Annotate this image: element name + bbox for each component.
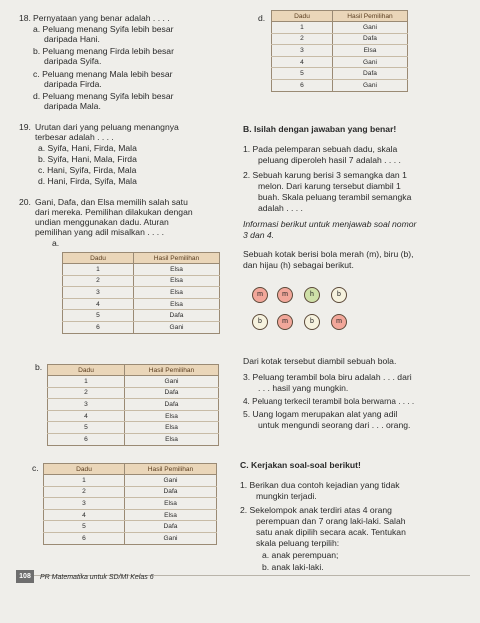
- b-question-2: 2. Sebuah karung berisi 3 semangka dan 1: [243, 170, 407, 180]
- blue-ball-icon: b: [304, 314, 320, 330]
- red-ball-icon: m: [277, 314, 293, 330]
- hasil-header: Hasil Pemilihan: [134, 253, 220, 264]
- c-question-2: 2. Sekelompok anak terdiri atas 4 orang: [240, 505, 392, 515]
- hasil-header: Hasil Pemilihan: [125, 365, 219, 376]
- table-row: 6 Elsa: [48, 433, 219, 445]
- table-row: 2 Dafa: [48, 387, 219, 399]
- dice-table-c: [43, 463, 217, 545]
- table-row: 1 Gani: [44, 475, 217, 487]
- question-stem: Urutan dari yang peluang menangnya: [35, 122, 179, 132]
- green-ball-icon: h: [304, 287, 320, 303]
- dice-table-a: [62, 252, 220, 334]
- option-c: c.: [32, 463, 39, 473]
- c-option-a: a. anak perempuan;: [262, 550, 339, 560]
- table-row: 5 Dafa: [44, 521, 217, 533]
- red-ball-icon: m: [252, 287, 268, 303]
- table-row: 5 Elsa: [48, 422, 219, 434]
- box-description-cont: dan hijau (h) sebagai berikut.: [243, 260, 354, 270]
- table-row: 3 Elsa: [272, 45, 408, 57]
- c-question-2-cont: satu anak dipilih secara acak. Tentukan: [256, 527, 406, 537]
- question-stem-cont: undian menggunakan dadu. Aturan: [35, 217, 169, 227]
- option-d-letter: d.: [258, 13, 266, 23]
- question-stem: Pernyataan yang benar adalah . . . .: [33, 13, 170, 23]
- c-question-2-cont: perempuan dan 7 orang laki-laki. Salah: [256, 516, 406, 526]
- b-question-4: 4. Peluang terkecil terambil bola berwarna . . . .: [243, 397, 415, 406]
- option-a: a. Peluang menang Syifa lebih besar: [33, 24, 174, 34]
- table-row: 1 Gani: [48, 376, 219, 388]
- hasil-header: Hasil Pemilihan: [125, 464, 217, 475]
- option-c: c. Peluang menang Mala lebih besar: [33, 69, 173, 79]
- table-row: 1 Gani: [272, 22, 408, 34]
- section-b-title: B. Isilah dengan jawaban yang benar!: [243, 124, 397, 134]
- table-row: 6 Gani: [272, 79, 408, 91]
- blue-ball-icon: b: [331, 287, 347, 303]
- book-title: PR Matematika untuk SD/MI Kelas 6: [40, 574, 154, 581]
- b-question-1: 1. Pada pelemparan sebuah dadu, skala: [243, 144, 398, 154]
- b-question-2-cont: adalah . . . .: [258, 203, 303, 213]
- table-row: 5 Dafa: [63, 310, 220, 322]
- option-a-cont: daripada Hani.: [44, 34, 100, 44]
- dice-table-d: [271, 10, 408, 92]
- table-row: 2 Dafa: [44, 486, 217, 498]
- option-d-cont: daripada Mala.: [44, 101, 101, 111]
- b-question-2-cont: buah. Skala peluang terambil semangka: [258, 192, 412, 202]
- option-c: c. Hani, Syifa, Firda, Mala: [38, 165, 137, 175]
- b-question-5-cont: untuk mengundi seorang dari . . . orang.: [258, 420, 411, 430]
- option-b: b. Syifa, Hani, Mala, Firda: [38, 154, 137, 164]
- hasil-header: Hasil Pemilihan: [333, 11, 408, 22]
- dice-table-b: [47, 364, 219, 446]
- table-row: 3 Elsa: [63, 287, 220, 299]
- table-row: 2 Elsa: [63, 275, 220, 287]
- table-row: 5 Dafa: [272, 68, 408, 80]
- info-text: Informasi berikut untuk menjawab soal nomor: [243, 219, 417, 229]
- question-number: 18.: [19, 13, 31, 23]
- table-row: 3 Dafa: [48, 399, 219, 411]
- red-ball-icon: m: [331, 314, 347, 330]
- info-text-cont: 3 dan 4.: [243, 230, 275, 240]
- c-option-b: b. anak laki-laki.: [262, 562, 324, 572]
- b-question-2-cont: melon. Dari karung tersebut diambil 1: [258, 181, 401, 191]
- question-stem-cont: dari mereka. Pemilihan dilakukan dengan: [35, 207, 193, 217]
- table-row: 4 Gani: [272, 56, 408, 68]
- b-question-3-cont: . . . hasil yang mungkin.: [258, 383, 349, 393]
- dadu-header: Dadu: [272, 11, 333, 22]
- option-b-cont: daripada Syifa.: [44, 56, 102, 66]
- question-number: 19.: [19, 122, 31, 132]
- b-question-3: 3. Peluang terambil bola biru adalah . . . dari: [243, 372, 412, 382]
- c-question-1: 1. Berikan dua contoh kejadian yang tidak: [240, 480, 400, 490]
- table-row: 4 Elsa: [44, 509, 217, 521]
- drawn-text: Dari kotak tersebut diambil sebuah bola.: [243, 356, 397, 366]
- option-b: b.: [35, 362, 43, 372]
- question-stem-cont: terbesar adalah . . . .: [35, 132, 114, 142]
- question-number: 20.: [19, 197, 31, 207]
- option-a: a. Syifa, Hani, Firda, Mala: [38, 143, 137, 153]
- option-b: b. Peluang menang Firda lebih besar: [33, 46, 174, 56]
- table-row: 6 Gani: [44, 532, 217, 544]
- c-question-1-cont: mungkin terjadi.: [256, 491, 317, 501]
- question-stem-cont: pemilihan yang adil misalkan . . . .: [35, 227, 164, 237]
- dadu-header: Dadu: [48, 365, 125, 376]
- option-c-cont: daripada Firda.: [44, 79, 102, 89]
- c-question-2-cont: skala peluang terpilih:: [256, 538, 340, 548]
- table-row: 2 Dafa: [272, 33, 408, 45]
- dadu-header: Dadu: [44, 464, 125, 475]
- option-d: d. Hani, Firda, Syifa, Mala: [38, 176, 137, 186]
- table-row: 1 Elsa: [63, 264, 220, 276]
- red-ball-icon: m: [277, 287, 293, 303]
- option-d: d. Peluang menang Syifa lebih besar: [33, 91, 174, 101]
- blue-ball-icon: b: [252, 314, 268, 330]
- option-a: a.: [52, 238, 60, 248]
- section-c-title: C. Kerjakan soal-soal berikut!: [240, 460, 361, 470]
- b-question-1-cont: peluang diperoleh hasil 7 adalah . . . .: [258, 155, 401, 165]
- table-row: 4 Elsa: [63, 298, 220, 310]
- page-number: 108: [16, 570, 34, 583]
- table-row: 4 Elsa: [48, 410, 219, 422]
- dadu-header: Dadu: [63, 253, 134, 264]
- box-description: Sebuah kotak berisi bola merah (m), biru (b),: [243, 249, 414, 259]
- table-row: 6 Gani: [63, 321, 220, 333]
- b-question-5: 5. Uang logam merupakan alat yang adil: [243, 409, 398, 419]
- table-row: 3 Elsa: [44, 498, 217, 510]
- question-stem: Gani, Dafa, dan Elsa memilih salah satu: [35, 197, 188, 207]
